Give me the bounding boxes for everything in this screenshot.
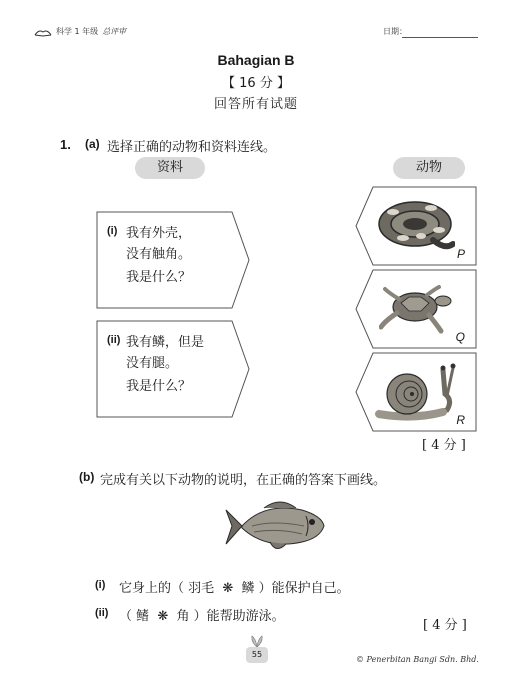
header-subject xyxy=(34,26,126,37)
info-box-ii xyxy=(96,320,251,418)
copyright: © Penerbitan Bangi Sdn. Bhd. xyxy=(356,655,479,664)
book-icon xyxy=(34,27,52,37)
snail-icon xyxy=(373,360,459,422)
animal-box-r xyxy=(355,352,477,432)
item-line: 没有腿。 xyxy=(126,356,179,371)
item-line: 我是什么？ xyxy=(126,270,192,285)
part-a-marks: [ 4 分 ] xyxy=(422,438,466,453)
part-a-label: (a) xyxy=(85,137,100,151)
part-b-marks: [ 4 分 ] xyxy=(423,618,467,633)
part-b-item-text: （ 鳍 ❋ 角 ）能帮助游泳。 xyxy=(119,609,285,624)
page-number: 55 xyxy=(246,647,268,663)
part-b-label: (b) xyxy=(79,470,95,484)
section-instruction: 回答所有试题 xyxy=(213,97,298,112)
animal-box-p xyxy=(355,186,477,266)
part-a-text: 选择正确的动物和资料连线。 xyxy=(107,140,277,155)
snake-icon xyxy=(373,192,455,254)
question-number: 1. xyxy=(60,137,71,152)
animal-letter: P xyxy=(456,247,465,261)
turtle-icon xyxy=(379,281,455,337)
part-b-item-label: (ii) xyxy=(95,607,109,619)
item-label: (i) xyxy=(107,225,118,237)
part-b-item-text: 它身上的（ 羽毛 ❋ 鳞 ）能保护自己。 xyxy=(119,581,350,596)
item-line: 我有外壳， xyxy=(126,226,192,241)
date-line xyxy=(402,37,478,38)
subject-label: 科学 1 年级 xyxy=(56,27,99,36)
item-line: 我有鳞，但是 xyxy=(126,335,205,350)
part-b-text: 完成有关以下动物的说明，在正确的答案下画线。 xyxy=(100,473,387,488)
section-marks: 【 16 分 】 xyxy=(222,76,290,91)
part-b-item-label: (i) xyxy=(95,579,106,591)
date-label: 日期： xyxy=(383,27,407,36)
item-line: 我是什么？ xyxy=(126,379,192,394)
info-box-i xyxy=(96,211,251,309)
info-heading: 资料 xyxy=(135,157,205,179)
section-title: Bahagian B xyxy=(217,52,295,68)
item-line: 没有触角。 xyxy=(126,247,192,262)
item-label: (ii) xyxy=(107,334,121,346)
fish-icon xyxy=(224,496,328,558)
animal-heading: 动物 xyxy=(393,157,465,179)
animal-letter: Q xyxy=(455,330,465,344)
animal-letter: R xyxy=(456,413,465,427)
leaf-icon xyxy=(249,634,265,648)
subtitle-label: 总评审 xyxy=(102,27,127,36)
animal-box-q xyxy=(355,269,477,349)
